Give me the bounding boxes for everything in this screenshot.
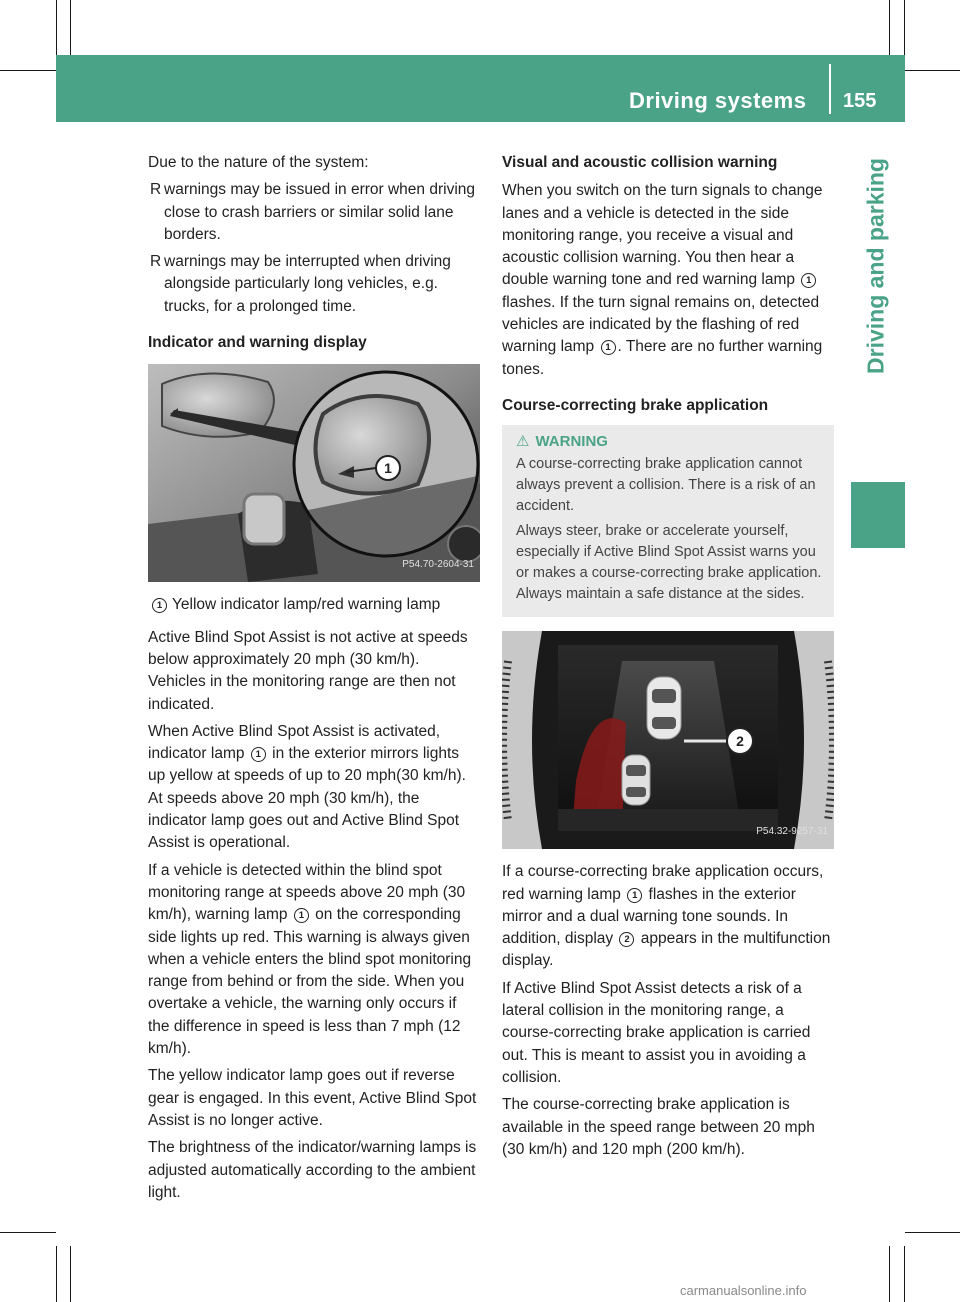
crop-mark — [889, 0, 890, 56]
bullet-marker: R — [150, 253, 162, 271]
crop-mark — [70, 1246, 71, 1302]
callout-1-label: 1 — [384, 460, 392, 477]
heading-course-correcting: Course-correcting brake application — [502, 396, 769, 414]
paragraph: The yellow indicator lamp goes out if reverse gear is engaged. In this event, Active Blind Spot Assist is no longer active. — [148, 1067, 477, 1129]
crop-mark — [904, 1246, 905, 1302]
paragraph: If a course-correcting brake application occurs, red warning lamp 1 flashes in the exterior mirror and a dual warning tone sounds. In addition, display 2 appears in the multifunction display. — [502, 863, 831, 970]
crop-mark — [56, 0, 57, 56]
right-column — [502, 152, 834, 1166]
page-number: 155 — [843, 90, 877, 112]
left-column — [148, 152, 480, 1209]
figure-caption: 1 Yellow indicator lamp/red warning lamp — [148, 594, 480, 616]
heading-indicator-display: Indicator and warning display — [148, 334, 367, 352]
paragraph: The brightness of the indicator/warning lamps is adjusted automatically according to the ambient light. — [148, 1139, 477, 1201]
crop-mark — [70, 0, 71, 56]
list-item: R warnings may be issued in error when driving close to crash barriers or similar solid lane borders. — [150, 181, 476, 243]
chapter-tab-label: Driving and parking — [862, 158, 889, 374]
warning-text: Always steer, brake or accelerate yourself, especially if Active Blind Spot Assist warns you or makes a course-correcting brake application. Always maintain a safe distance at the sides. — [516, 523, 822, 603]
crop-mark — [0, 1232, 56, 1233]
callout-number: 1 — [627, 888, 642, 903]
crop-mark — [904, 0, 905, 56]
detected-vehicle-icon — [622, 755, 650, 805]
warning-text: A course-correcting brake application cannot always prevent a collision. There is a risk of an accident. — [516, 456, 816, 515]
own-vehicle-icon — [647, 677, 681, 739]
heading-visual-warning: Visual and acoustic collision warning — [502, 154, 778, 171]
callout-number: 1 — [294, 908, 309, 923]
paragraph: Active Blind Spot Assist is not active at speeds below approximately 20 mph (30 km/h). Vehicles in the monitoring range are then not indicated. — [148, 628, 468, 713]
warning-box — [502, 425, 834, 617]
figure-code: P54.32-9257-31 — [756, 825, 828, 837]
figure-code: P54.70-2604-31 — [402, 559, 474, 571]
callout-number: 1 — [251, 747, 266, 762]
paragraph: If Active Blind Spot Assist detects a risk of a lateral collision in the monitoring range, a course-correcting brake application is carried out. This is meant to assist you in avoiding a collision. — [502, 979, 811, 1086]
paragraph: When you switch on the turn signals to change lanes and a vehicle is detected in the side monitoring range, you receive a visual and acoustic collision warning. You then hear a double warning tone and red warning lamp 1 flashes. If the turn signal remains on, detected vehicles are indicated by the flashing of red warning lamp 1 . There are no further warning tones. — [502, 182, 823, 378]
crop-mark — [56, 1246, 57, 1302]
warning-triangle-icon: ⚠ — [516, 433, 530, 451]
chapter-tab-marker — [851, 482, 905, 548]
callout-number: 1 — [601, 340, 616, 355]
callout-2-label: 2 — [736, 733, 744, 750]
display-figure — [502, 631, 834, 849]
section-title: Driving systems — [629, 88, 807, 113]
crop-mark — [0, 70, 56, 71]
callout-number: 1 — [801, 273, 816, 288]
list-item: R warnings may be interrupted when driving alongside particularly long vehicles, e.g. trucks, for a prolonged time. — [150, 253, 451, 315]
paragraph: The course-correcting brake application is available in the speed range between 20 mph (30 km/h) and 120 mph (200 km/h). — [502, 1096, 815, 1158]
crop-mark — [905, 1232, 960, 1233]
intro-text: Due to the nature of the system: — [148, 154, 369, 171]
crop-mark — [905, 70, 960, 71]
mirror-illustration — [148, 364, 480, 582]
multifunction-display-illustration — [502, 631, 834, 849]
paragraph: When Active Blind Spot Assist is activated, indicator lamp 1 in the exterior mirrors lights up yellow at speeds of up to 20 mph(30 km/h). At speeds above 20 mph (30 km/h), the indicator lamp goes out and Active Blind Spot Assist is operational. — [148, 722, 466, 852]
warning-title: ⚠ WARNING — [516, 433, 608, 451]
bullet-marker: R — [150, 181, 162, 199]
callout-number: 1 — [152, 598, 167, 613]
callout-number: 2 — [619, 932, 634, 947]
limitations-list — [148, 179, 480, 318]
crop-mark — [889, 1246, 890, 1302]
header-divider — [829, 64, 831, 114]
mirror-figure — [148, 364, 480, 582]
watermark: carmanualsonline.info — [680, 1283, 807, 1298]
paragraph: If a vehicle is detected within the blind spot monitoring range at speeds above 20 mph (30 km/h), warning lamp 1 on the corresponding side lights up red. This warning is always given when a vehicle enters the blind spot monitoring range from behind or from the side. When you overtake a vehicle, the warning only occurs if the difference in speed is less than 7 mph (12 km/h). — [148, 861, 472, 1058]
